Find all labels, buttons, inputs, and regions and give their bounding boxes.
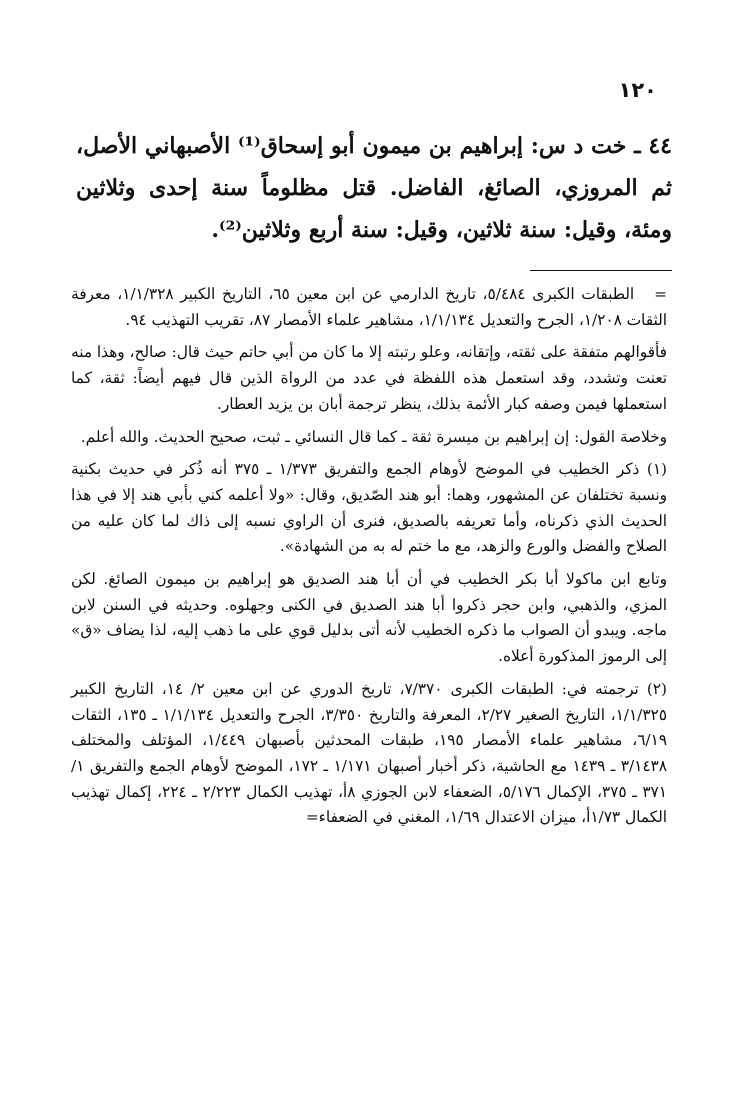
biography-entry: ٤٤ ـ خت د س: إبراهيم بن ميمون أبو إسحاق⁽¹⁾ الأصبهاني الأصل، ثم المروزي، الصائغ، الفاضل. قتل مظلوماً سنة إحدى وثلاثين ومئة، وقيل: سنة ثلاثين، وقيل: سنة أربع وثلاثين⁽²⁾. — [76, 133, 672, 243]
footnote-paragraph: وتابع ابن ماكولا أبا بكر الخطيب في أن أبا هند الصديق هو إبراهيم بن ميمون الصائغ. لكن المزي، والذهبي، وابن حجر ذكروا أبا هند الصديق في الكنى وجهلوه. وحديثه في السنن لابن ماجه. ويبدو أن الصواب ما ذكره الخطيب لأنه أتى بدليل قوي على ما ذهب إليه، لذا يضاف «ق» إلى الرموز المذكورة أعلاه. — [71, 570, 667, 666]
footnote-continuation — [71, 282, 667, 333]
continuation-mark: = — [654, 285, 667, 303]
footnote-1: (١) ذكر الخطيب في الموضح لأوهام الجمع والتفريق ١/٣٧٣ ـ ٣٧٥ أنه ذُكر في حديث بكنية ونسبة تختلفان عن المشهور، وهما: أبو هند الصّديق، وقال: «ولا أعلمه كني بأبي هند إلا في هذا الحديث الذي ذكرناه، وأما تعريفه بالصديق، فنرى أن الراوي نسبه إلى ذاك لما كان عليه من الصلاح والفضل والورع والزهد، مع ما ختم له به من الشهادة». — [71, 460, 668, 556]
footnote-paragraph: وخلاصة القول: إن إبراهيم بن ميسرة ثقة ـ كما قال النسائي ـ ثبت، صحيح الحديث. والله أعلم. — [80, 427, 667, 446]
footnote-sources-text: الطبقات الكبرى ٥/٤٨٤، تاريخ الدارمي عن ابن معين ٦٥، التاريخ الكبير ١/١/٣٢٨، معرفة الثقات ١/٢٠٨، الجرح والتعديل ١/١/١٣٤، مشاهير علماء الأمصار ٨٧، تقريب التهذيب ٩٤. — [71, 285, 667, 329]
footnote-separator — [530, 270, 672, 271]
footnote-paragraph: فأقوالهم متفقة على ثقته، وإتقانه، وعلو رتبته إلا ما كان من أبي حاتم حيث قال: صالح، وهذا منه تعنت وتشدد، وقد استعمل هذه اللفظة في عدد من الرواة الذين قال فيهم أيضاً: ثقة، كما استعملها فيمن وصفه كبار الأئمة بذلك، ينظر ترجمة أبان بن يزيد العطار. — [71, 343, 667, 413]
footnotes — [71, 282, 667, 838]
page-number: ١٢٠ — [618, 78, 657, 102]
footnote-2: (٢) ترجمته في: الطبقات الكبرى ٧/٣٧٠، تاريخ الدوري عن ابن معين ٢/ ١٤، التاريخ الكبير ١/١/٣٢٥، التاريخ الصغير ٢/٢٧، المعرفة والتاريخ ٣/٣٥٠، الجرح والتعديل ١/١/١٣٤ ـ ١٣٥، الثقات ٦/١٩، مشاهير علماء الأمصار ١٩٥، طبقات المحدثين بأصبهان ١/٤٤٩، المؤتلف والمختلف ٣/١٤٣٨ ـ ١٤٣٩ مع الحاشية، ذكر أخبار أصبهان ١/١٧١ ـ ١٧٢، الموضح لأوهام الجمع والتفريق ١/ ٣٧١ ـ ٣٧٥، الإكمال ٥/١٧٦، الضعفاء لابن الجوزي ٨أ، تهذيب الكمال ٢/٢٢٣ ـ ٢٢٤، إكمال تهذيب الكمال ١/٧٣أ، ميزان الاعتدال ١/٦٩، المغني في الضعفاء= — [71, 679, 667, 827]
